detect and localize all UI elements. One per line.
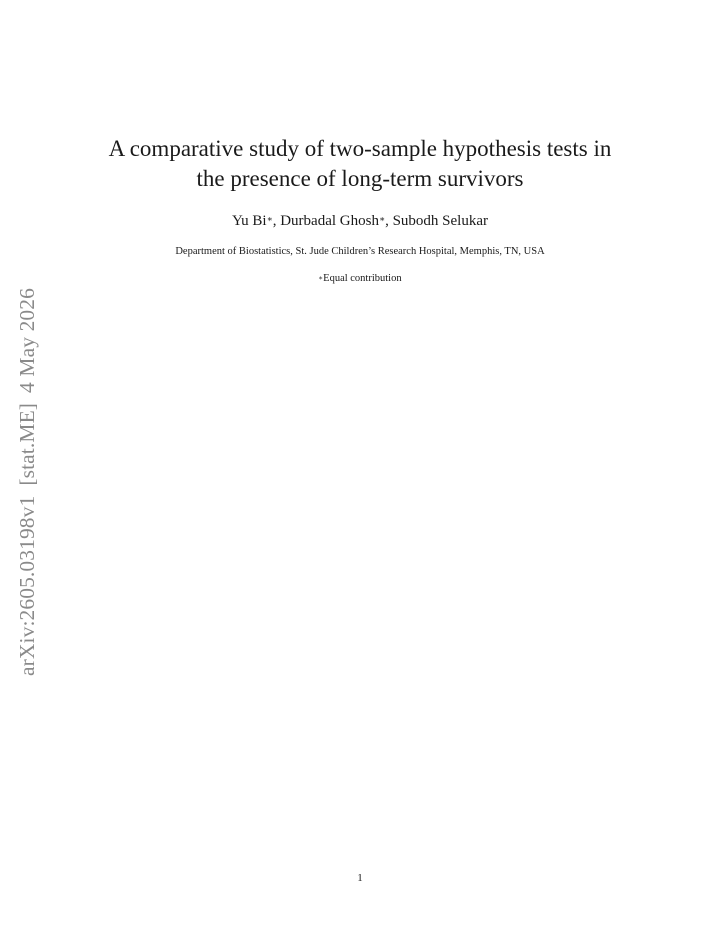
arxiv-date: 4 May 2026 xyxy=(15,288,39,393)
note-mark: ∗ xyxy=(318,274,324,282)
author-name: Durbadal Ghosh xyxy=(280,213,379,229)
author-name: Yu Bi xyxy=(232,213,267,229)
author-list xyxy=(60,211,660,231)
author-mark: ∗ xyxy=(378,214,386,224)
note-text: Equal contribution xyxy=(323,273,402,284)
paper-title-line-1: A comparative study of two-sample hypothesis tests in xyxy=(108,136,612,161)
paper-title-line-2: the presence of long-term survivors xyxy=(196,166,524,191)
equal-contribution-note xyxy=(60,272,660,286)
arxiv-side-stamp[interactable] xyxy=(14,288,40,676)
affiliation: Department of Biostatistics, St. Jude Children’s Research Hospital, Memphis, TN, USA xyxy=(175,246,545,257)
arxiv-id: arXiv:2605.03198v1 xyxy=(15,495,39,676)
paper-title xyxy=(60,134,660,194)
author-name: Subodh Selukar xyxy=(392,213,488,229)
arxiv-category: [stat.ME] xyxy=(15,402,39,486)
author-separator: , xyxy=(272,213,281,229)
author-mark: ∗ xyxy=(266,214,273,224)
page-number: 1 xyxy=(357,872,363,884)
author-separator: , xyxy=(385,213,393,229)
